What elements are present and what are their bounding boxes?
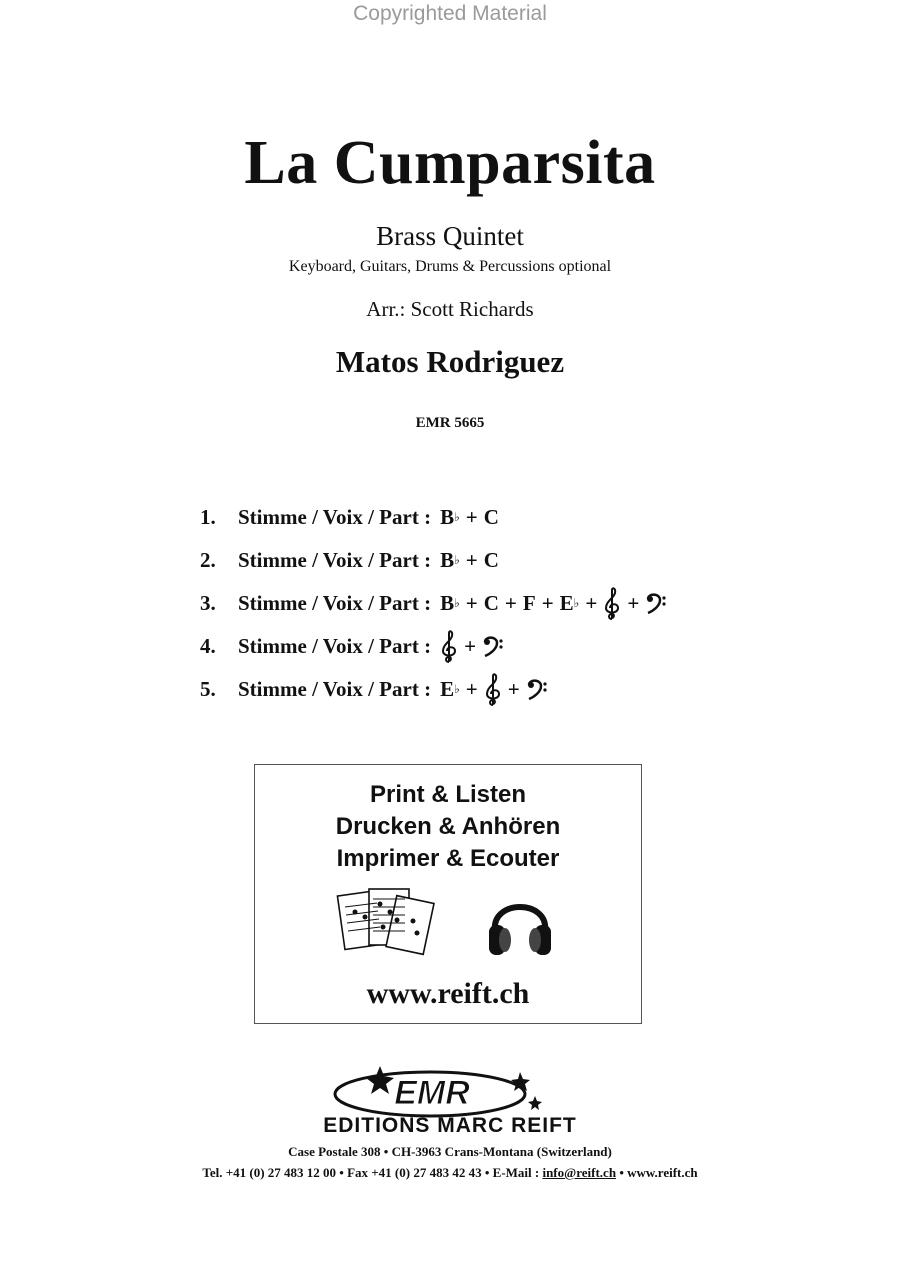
promo-line-german: Drucken & Anhören (335, 813, 561, 840)
part-number: 2. (200, 548, 216, 572)
plus-sign: + (507, 677, 520, 701)
part-instruments (437, 630, 507, 664)
promo-website: www.reift.ch (366, 977, 530, 1010)
part-instruments (437, 673, 551, 707)
plus-sign: + (541, 591, 554, 615)
instrumentation-note: Keyboard, Guitars, Drums & Percussions optional (288, 258, 612, 275)
bass-clef-icon (645, 593, 667, 615)
promo-line-french: Imprimer & Ecouter (336, 845, 560, 872)
plus-sign: + (465, 505, 478, 529)
part-row (200, 668, 820, 711)
part-label: Stimme / Voix / Part : (238, 591, 432, 615)
instrument-key: B ♭ (440, 548, 460, 572)
bass-clef-icon (482, 636, 504, 658)
part-row (200, 496, 820, 539)
plus-sign: + (585, 591, 598, 615)
emr-logo-text: EMR (394, 1074, 470, 1112)
parts-list (200, 496, 820, 711)
contact-email-link[interactable]: info@reift.ch (542, 1165, 617, 1180)
plus-sign: + (504, 591, 517, 615)
arranger-credit: Arr.: Scott Richards (366, 297, 534, 321)
catalog-number: EMR 5665 (415, 415, 485, 431)
print-listen-box (254, 764, 642, 1024)
instrument-key: B ♭ (440, 505, 460, 529)
instrument-key: C (483, 548, 499, 572)
part-label: Stimme / Voix / Part : (238, 505, 432, 529)
ensemble-subtitle: Brass Quintet (376, 221, 524, 251)
instrument-key: C (483, 591, 499, 615)
sheet-music-icon (335, 885, 445, 965)
plus-sign: + (465, 677, 478, 701)
contact-website: • www.reift.ch (616, 1165, 698, 1180)
bass-clef-icon (526, 679, 548, 701)
instrument-key: F (522, 591, 536, 615)
part-number: 3. (200, 591, 216, 615)
contact-phone-fax: Tel. +41 (0) 27 483 12 00 • Fax +41 (0) 27 483 42 43 • E-Mail : (202, 1165, 543, 1180)
part-label: Stimme / Voix / Part : (238, 634, 432, 658)
part-number: 5. (200, 677, 216, 701)
promo-line-english: Print & Listen (369, 781, 526, 808)
part-instruments (437, 505, 502, 530)
part-instruments (437, 548, 502, 573)
part-row (200, 539, 820, 582)
instrument-key: C (483, 505, 499, 529)
treble-clef-icon (603, 587, 621, 621)
publisher-name: EDITIONS MARC REIFT (323, 1114, 577, 1137)
instrument-key: E ♭ (440, 677, 460, 701)
publisher-address: Case Postale 308 • CH-3963 Crans-Montana (Switzerland) (288, 1144, 612, 1159)
instrument-key: E ♭ (559, 591, 580, 615)
plus-sign: + (464, 634, 477, 658)
plus-sign: + (465, 591, 478, 615)
publisher-contact (0, 1165, 900, 1181)
part-number: 1. (200, 505, 216, 529)
score-title: La Cumparsita (244, 129, 656, 197)
headphones-icon (485, 885, 555, 965)
instrument-key: B ♭ (440, 591, 460, 615)
part-number: 4. (200, 634, 216, 658)
part-instruments (437, 587, 670, 621)
composer-name: Matos Rodriguez (335, 344, 565, 379)
part-row (200, 582, 820, 625)
part-label: Stimme / Voix / Part : (238, 548, 432, 572)
plus-sign: + (465, 548, 478, 572)
copyright-watermark: Copyrighted Material (353, 2, 547, 25)
part-label: Stimme / Voix / Part : (238, 677, 432, 701)
treble-clef-icon (440, 630, 458, 664)
part-row (200, 625, 820, 668)
plus-sign: + (627, 591, 640, 615)
emr-logo (320, 1060, 620, 1120)
treble-clef-icon (484, 673, 502, 707)
